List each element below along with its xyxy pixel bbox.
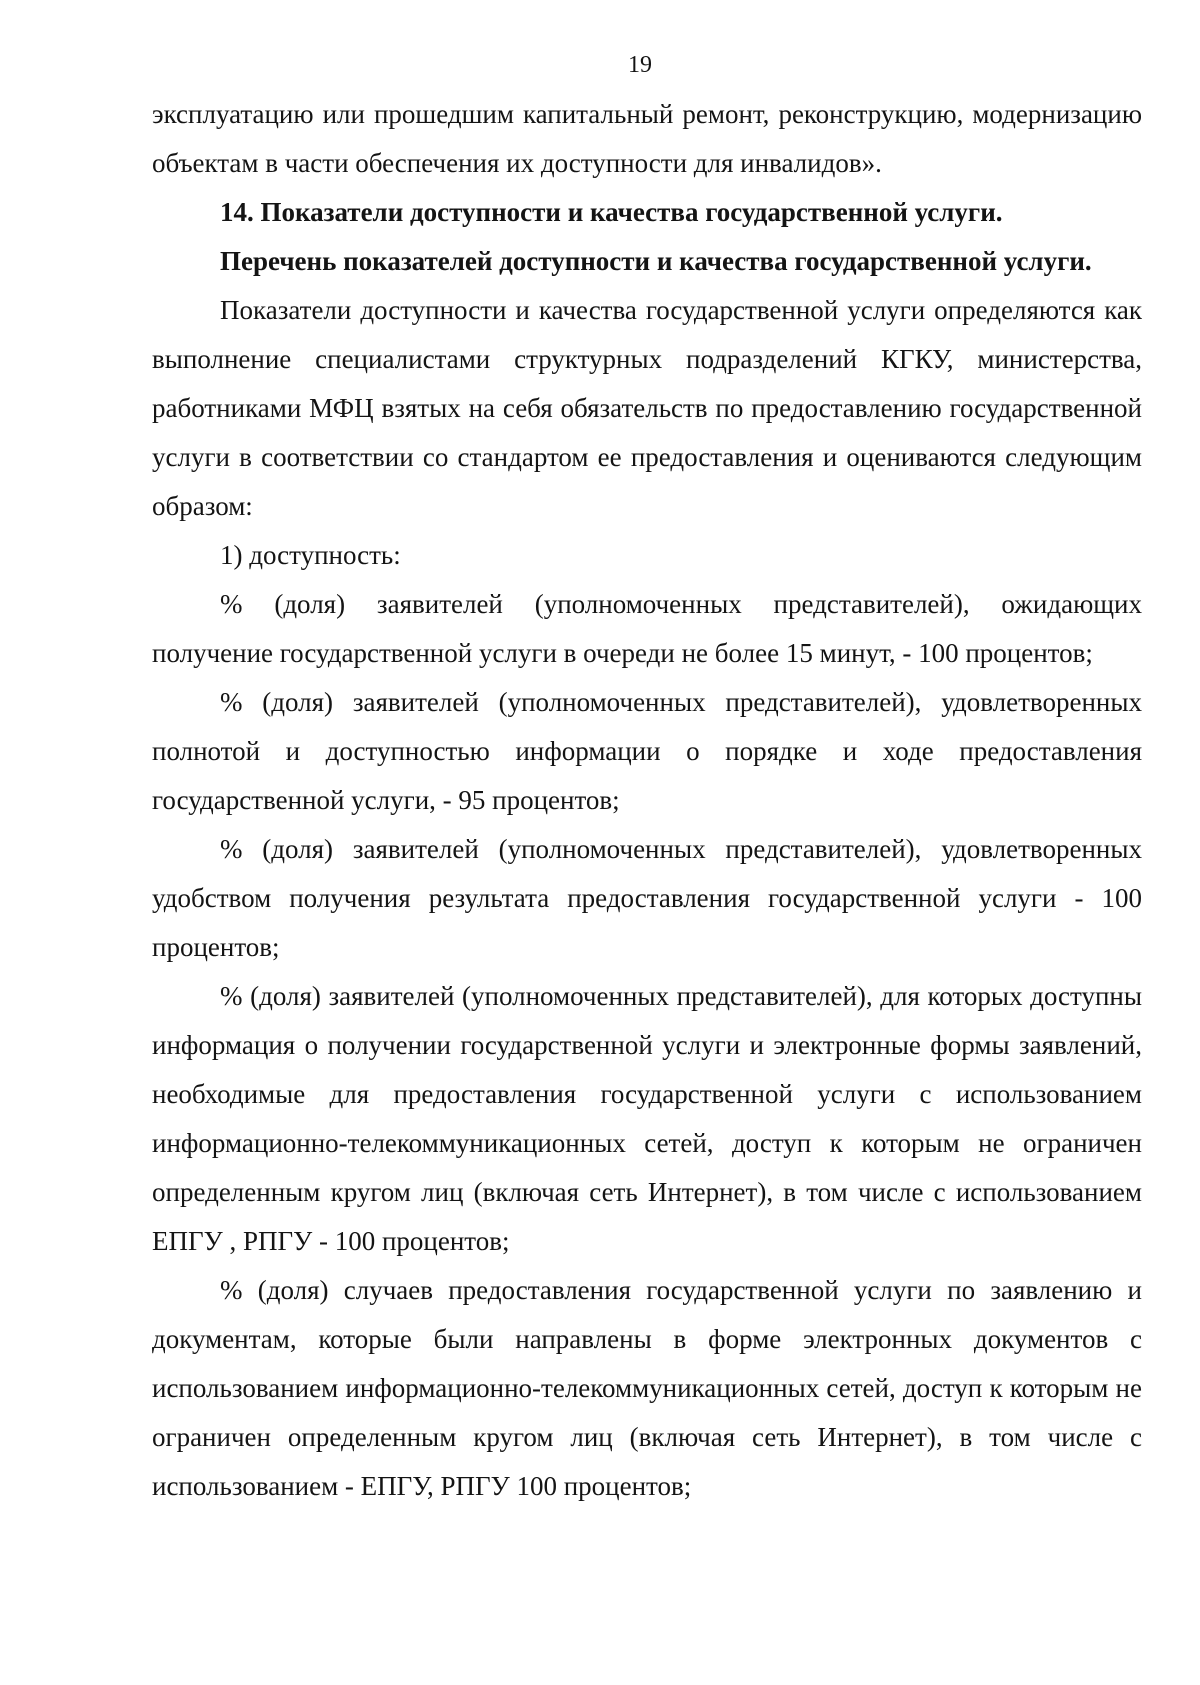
list-item: % (доля) заявителей (уполномоченных представителей), для которых доступны информация о получении государственной услуги и электронные формы заявлений, необходимые для предоставления государственной услуги с использованием информационно-телекоммуникационных сетей, доступ к которым не ограничен определенным кругом лиц (включая сеть Интернет), в том числе с использованием ЕПГУ , РПГУ - 100 процентов;	[152, 981, 1142, 1256]
page-number: 19	[628, 52, 652, 78]
list-item: % (доля) случаев предоставления государственной услуги по заявлению и документам, которые были направлены в форме электронных документов с использованием информационно-телекоммуникационных сетей, доступ к которым не ограничен определенным кругом лиц (включая сеть Интернет), в том числе с использованием - ЕПГУ, РПГУ 100 процентов;	[152, 1275, 1142, 1501]
list-item: % (доля) заявителей (уполномоченных представителей), ожидающих получение государственной услуги в очереди не более 15 минут, - 100 процентов;	[152, 589, 1142, 668]
list-item: % (доля) заявителей (уполномоченных представителей), удовлетворенных полнотой и доступностью информации о порядке и ходе предоставления государственной услуги, - 95 процентов;	[152, 687, 1142, 815]
list-item: % (доля) заявителей (уполномоченных представителей), удовлетворенных удобством получения результата предоставления государственной услуги - 100 процентов;	[152, 834, 1142, 962]
paragraph: Показатели доступности и качества государственной услуги определяются как выполнение специалистами структурных подразделений КГКУ, министерства, работниками МФЦ взятых на себя обязательств по предоставлению государственной услуги в соответствии со стандартом ее предоставления и оцениваются следующим образом:	[152, 295, 1142, 521]
paragraph-continuation: эксплуатацию или прошедшим капитальный ремонт, реконструкцию, модернизацию объектам в части обеспечения их доступности для инвалидов».	[152, 99, 1142, 178]
list-item: 1) доступность:	[220, 540, 401, 570]
subsection-heading: Перечень показателей доступности и качества государственной услуги.	[220, 246, 1092, 276]
section-heading: 14. Показатели доступности и качества государственной услуги.	[220, 197, 1003, 227]
document-body	[152, 90, 1142, 1511]
